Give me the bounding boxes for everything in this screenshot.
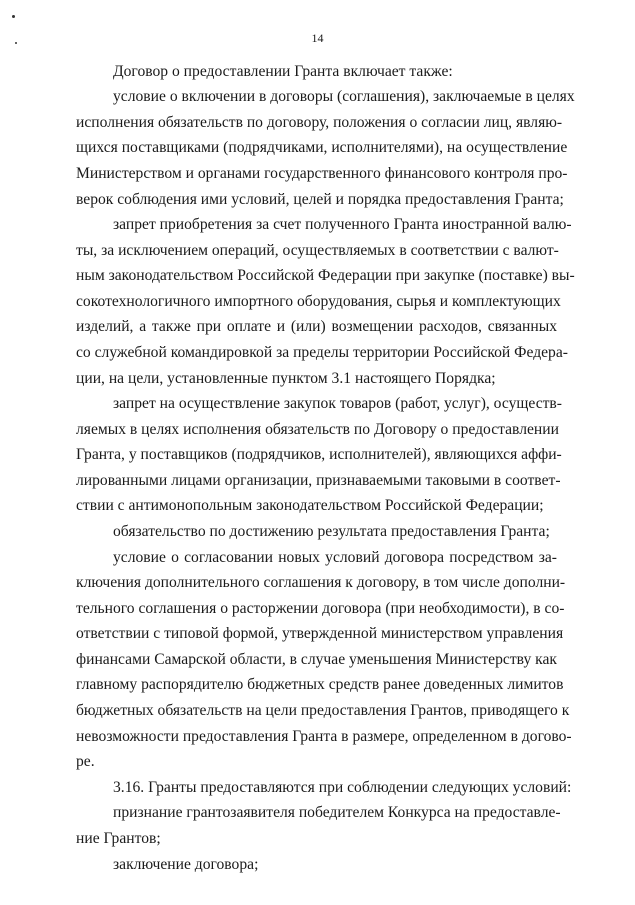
text-line: ляемых в целях исполнения обязательств по Договору о предоставлении [76, 421, 559, 438]
text-line: запрет приобретения за счет полученного Гранта иностранной валю- [113, 216, 572, 233]
text-line: щихся поставщиками (подрядчиками, исполнителями), на осуществление [76, 139, 568, 156]
text-line: со служебной командировкой за пределы территории Российской Федера- [76, 344, 568, 361]
text-line: ции, на цели, установленные пунктом 3.1 настоящего Порядка; [76, 370, 496, 387]
text-line: Гранта, у поставщиков (подрядчиков, исполнителей), являющихся аффи- [76, 446, 562, 463]
text-line: главному распорядителю бюджетных средств ранее доведенных лимитов [76, 676, 564, 693]
text-line: заключение договора; [113, 856, 259, 873]
text-line: лированными лицами организации, признаваемыми таковыми в соответ- [76, 472, 561, 489]
text-line: ключения дополнительного соглашения к договору, в том числе дополни- [76, 574, 566, 591]
text-line: запрет на осуществление закупок товаров (работ, услуг), осуществ- [113, 395, 562, 412]
text-line: признание грантозаявителя победителем Конкурса на предоставле- [113, 804, 561, 821]
text-line: бюджетных обязательств на цели предоставления Грантов, приводящего к [76, 702, 570, 719]
text-line: условие о согласовании новых условий договора посредством за- [113, 549, 557, 566]
page-number: 14 [311, 31, 324, 45]
text-line: ным законодательством Российской Федерации при закупке (поставке) вы- [76, 267, 575, 284]
text-line: изделий, а также при оплате и (или) возмещении расходов, связанных [76, 318, 557, 335]
text-line: исполнения обязательств по договору, положения о согласии лиц, являю- [76, 114, 563, 131]
text-line: финансами Самарской области, в случае уменьшения Министерству как [76, 651, 557, 668]
text-line: 3.16. Гранты предоставляются при соблюдении следующих условий: [113, 779, 572, 796]
text-line: ты, за исключением операций, осуществляемых в соответствии с валют- [76, 242, 559, 259]
scan-artifact-dot [15, 42, 17, 44]
text-line: обязательство по достижению результата предоставления Гранта; [113, 523, 550, 540]
text-line: ние Грантов; [76, 830, 161, 847]
text-line: ре. [76, 753, 95, 770]
scan-artifact-dot [12, 15, 15, 18]
text-line: невозможности предоставления Гранта в размере, определенном в догово- [76, 728, 572, 745]
text-line: сокотехнологичного импортного оборудования, сырья и комплектующих [76, 293, 561, 310]
text-line: Министерством и органами государственного финансового контроля про- [76, 165, 568, 182]
text-line: Договор о предоставлении Гранта включает также: [113, 63, 453, 80]
text-line: ствии с антимонопольным законодательством Российской Федерации; [76, 497, 544, 514]
text-line: тельного соглашения о расторжении договора (при необходимости), в со- [76, 600, 565, 617]
text-line: ответствии с типовой формой, утвержденной министерством управления [76, 625, 564, 642]
text-line: условие о включении в договоры (соглашения), заключаемые в целях [113, 88, 575, 105]
text-line: верок соблюдения ими условий, целей и порядка предоставления Гранта; [76, 191, 564, 208]
